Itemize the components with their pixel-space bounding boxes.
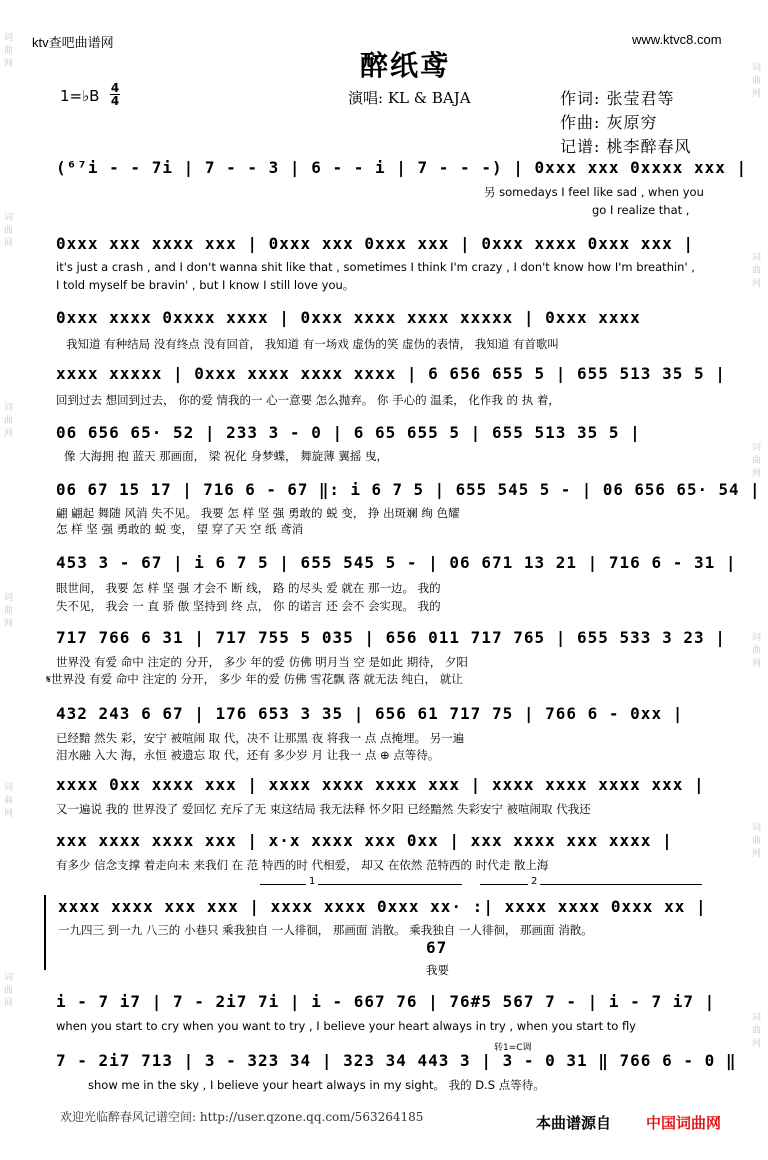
singer-credit: 演唱: KL & BAJA (348, 89, 471, 107)
score-row-14-notes: i - 7 i7 | 7 - 2i7 7i | i - 667 76 | 76#5 567 7 - | i - 7 i7 | (56, 992, 716, 1011)
score-row-9-lyrics-1: 已经黯 然失 彩，安宁 被喧闹 取 代，决不 让那黑 夜 将我一 点 点掩埋。 另一遍 (56, 731, 465, 745)
time-signature-top: 4 (110, 81, 120, 95)
score-row-3-notes: 0xxx xxxx 0xxxx xxxx | 0xxx xxxx xxxx xxxxx | 0xxx xxxx (56, 308, 641, 327)
time-signature-bottom: 4 (110, 94, 120, 108)
score-row-6-notes: 06 67 15 17 | 716 6 - 67 ‖: i 6 7 5 | 655 545 5 - | 06 656 65· 54 | (56, 480, 761, 499)
footer-source-label: 本曲谱源自 (536, 1114, 612, 1132)
score-row-12-lyrics-1: 一九四三 到一九 八三的 小巷只 乘我独自 一人徘徊， 那画面 消散。 乘我独自 一人徘徊， 那画面 消散。 (58, 923, 593, 937)
score-row-8-lyrics-2: 𝄋世界没 有爱 命中 注定的 分开， 多少 年的爱 仿佛 雪花飘 落 就无法 纯白， 就让 (46, 672, 463, 686)
score-row-8-lyrics-1: 世界没 有爱 命中 注定的 分开， 多少 年的爱 仿佛 明月当 空 是如此 期待， 夕阳 (56, 655, 468, 669)
score-row-2-lyrics-1: it's just a crash , and I don't wanna shit like that , sometimes I think I'm crazy , I don't know how I'm breathin' , (56, 260, 695, 274)
score-row-1-lyrics-2: go I realize that , (592, 203, 690, 217)
lyricist-credit: 作词: 张莹君等 (560, 89, 675, 108)
score-row-5-notes: 06 656 65· 52 | 233 3 - 0 | 6 65 655 5 | 655 513 35 5 | (56, 423, 641, 442)
score-row-10-notes: xxxx 0xx xxxx xxx | xxxx xxxx xxxx xxx | xxxx xxxx xxxx xxx | (56, 775, 705, 794)
side-watermark: 词曲网 (752, 633, 762, 669)
score-row-10-lyrics-1: 又一遍说 我的 世界没了 爱回忆 充斥了无 束这结局 我无法释 怀夕阳 已经黯然 失彩安宁 被喧闹取 代我还 (56, 802, 591, 816)
score-row-7-lyrics-1: 眼世间， 我要 怎 样 坚 强 才会不 断 线， 路 的尽头 爱 就在 那一边。 我的 (56, 581, 441, 595)
side-watermark: 词曲网 (4, 973, 14, 1009)
side-watermark: 词曲网 (4, 33, 14, 69)
footer-visit-text: 欢迎光临醉春风记谱空间: http://user.qzone.qq.com/563264185 (60, 1110, 424, 1124)
score-row-5-lyrics-1: 像 大海拥 抱 蓝天 那画面， 梁 祝化 身梦蝶， 舞旋薄 翼摇 曳， (64, 449, 389, 463)
side-watermark: 词曲网 (4, 213, 14, 249)
score-row-11-lyrics-1: 有多少 信念支撑 着走向未 来我们 在 范 特西的时 代相爱， 却又 在依然 范特西的 时代走 散上海 (56, 858, 549, 872)
transcriber-credit: 记谱: 桃李醉春风 (560, 137, 692, 156)
score-row-7-notes: 453 3 - 67 | i 6 7 5 | 655 545 5 - | 06 671 13 21 | 716 6 - 31 | (56, 553, 737, 572)
side-watermark: 词曲网 (752, 253, 762, 289)
score-row-8-notes: 717 766 6 31 | 717 755 5 035 | 656 011 717 765 | 655 533 3 23 | (56, 628, 726, 647)
score-row-1-lyrics-1: 另 somedays I feel like sad , when you (484, 185, 704, 199)
score-row-6-lyrics-1: 翩 翩起 舞随 风消 失不见。 我要 怎 样 坚 强 勇敢的 蜕 变， 挣 出斑斓 绚 色耀 (56, 506, 460, 520)
score-row-1-notes: (⁶⁷i - - 7i | 7 - - 3 | 6 - - i | 7 - - -) | 0xxx xxx 0xxxx xxx | (56, 158, 748, 177)
score-row-12-notes: xxxx xxxx xxx xxx | xxxx xxxx 0xxx xx· :| xxxx xxxx 0xxx xx | (58, 897, 707, 916)
score-row-4-notes: xxxx xxxxx | 0xxx xxxx xxxx xxxx | 6 656 655 5 | 655 513 35 5 | (56, 364, 726, 383)
score-row-2-lyrics-2: I told myself be bravin' , but I know I still love you。 (56, 278, 355, 292)
score-row-7-lyrics-2: 失不见， 我会 一 直 骄 傲 坚持到 终 点， 你 的诺言 还 会不 会实现。 我的 (56, 599, 441, 613)
volta-2-label: 2 (528, 876, 540, 887)
score-row-2-notes: 0xxx xxx xxxx xxx | 0xxx xxx 0xxx xxx | 0xxx xxxx 0xxx xxx | (56, 234, 694, 253)
score-row-11-notes: xxx xxxx xxxx xxx | x·x xxxx xxx 0xx | xxx xxxx xxx xxxx | (56, 831, 673, 850)
site-url-right: www.ktvc8.com (632, 32, 722, 47)
site-name-left: ktv查吧曲谱网 (32, 35, 114, 50)
score-row-14-lyrics-1: when you start to cry when you want to try , I believe your heart always in try , when you start to fly (56, 1019, 636, 1033)
volta-2-line (480, 884, 702, 885)
score-row-15-notes: 7 - 2i7 713 | 3 - 323 34 | 323 34 443 3 | 3 - 0 31 ‖ 766 6 - 0 ‖ (56, 1051, 737, 1070)
right-watermark-strip (748, 0, 768, 1160)
score-row-9-notes: 432 243 6 67 | 176 653 3 35 | 656 61 717 75 | 766 6 - 0xx | (56, 704, 684, 723)
left-watermark-strip (0, 0, 20, 1160)
footer-source-site: 中国词曲网 (646, 1114, 722, 1132)
key-change-note: 转1=C调 (494, 1043, 532, 1053)
score-row-15-lyrics-1: show me in the sky , I believe your heart always in my sight。 我的 D.S 点等待。 (88, 1078, 545, 1092)
side-watermark: 词曲网 (752, 823, 762, 859)
composer-credit: 作曲: 灰原穷 (560, 113, 658, 132)
volta-1-line (260, 884, 462, 885)
side-watermark: 词曲网 (752, 63, 762, 99)
rap-section-bracket (44, 895, 46, 970)
song-title: 醉纸鸢 (360, 49, 451, 82)
side-watermark: 词曲网 (752, 1013, 762, 1049)
volta-1-label: 1 (306, 876, 318, 887)
score-row-13-lyrics-1: 我要 (426, 963, 449, 977)
score-row-3-lyrics-1: 我知道 有种结局 没有终点 没有回首， 我知道 有一场戏 虚伪的笑 虚伪的表情， 我知道 有首歌叫 (66, 337, 559, 351)
score-row-4-lyrics-1: 回到过去 想回到过去， 你的爱 情我的一 心一意要 怎么抛弃。 你 手心的 温柔， 化作我 的 执 着， (56, 393, 560, 407)
time-signature (110, 82, 120, 107)
side-watermark: 词曲网 (752, 443, 762, 479)
score-row-13-notes: 67 (426, 938, 448, 957)
side-watermark: 词曲网 (4, 593, 14, 629)
key-signature: 1=♭B (60, 87, 100, 105)
score-row-9-lyrics-2: 泪水融 入大 海，永恒 被遗忘 取 代，还有 多少岁 月 让我一 点 ⊕ 点等待。 (56, 748, 440, 762)
side-watermark: 词曲网 (4, 403, 14, 439)
side-watermark: 词曲网 (4, 783, 14, 819)
score-row-6-lyrics-2: 怎 样 坚 强 勇敢的 蜕 变， 望 穿了天 空 纸 鸢消 (56, 522, 304, 536)
